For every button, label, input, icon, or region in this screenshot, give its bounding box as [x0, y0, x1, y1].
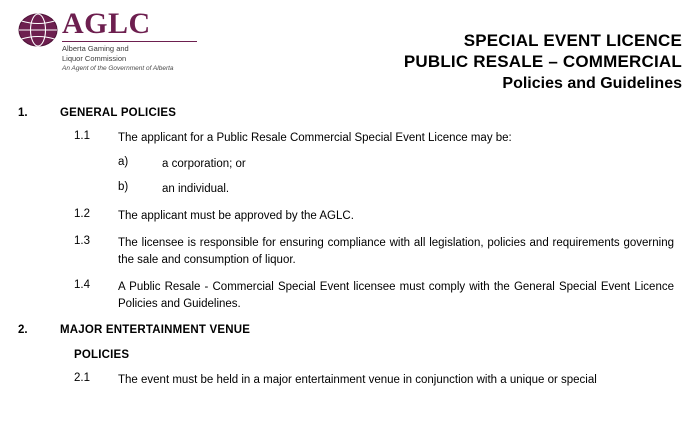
subclause-text: an individual.	[162, 182, 230, 195]
clause-number: 1.4	[74, 279, 90, 291]
section-number: 2.	[18, 324, 28, 336]
section-title: MAJOR ENTERTAINMENT VENUE	[60, 324, 251, 336]
section-heading	[18, 324, 678, 336]
clause-text: A Public Resale - Commercial Special Event licensee must comply with the General Special Event Licence Policies and Guidelines.	[118, 281, 674, 310]
clause-number: 1.1	[74, 130, 90, 142]
aglc-wordmark-block	[62, 8, 197, 73]
section-title: GENERAL POLICIES	[60, 107, 177, 119]
aglc-logo	[18, 8, 197, 73]
logo-tagline: An Agent of the Government of Alberta	[62, 65, 174, 72]
document-title-line-1: SPECIAL EVENT LICENCE	[463, 31, 682, 50]
document-subtitle: Policies and Guidelines	[502, 75, 682, 92]
logo-subtitle-line1: Alberta Gaming and	[62, 44, 129, 53]
aglc-wordmark: AGLC	[62, 7, 151, 40]
subclause-text: a corporation; or	[162, 157, 246, 170]
subclause-number: a)	[118, 155, 129, 168]
clause-number: 2.1	[74, 372, 90, 384]
subclause	[18, 181, 678, 197]
clause	[18, 279, 678, 312]
clause-text: The event must be held in a major entertainment venue in conjunction with a unique or special	[118, 374, 597, 386]
logo-divider	[62, 41, 197, 42]
logo-subtitle-line2: Liquor Commission	[62, 53, 127, 63]
clause-text: The licensee is responsible for ensuring compliance with all legislation, policies and requirements governing the sale and consumption of liquor.	[118, 237, 674, 266]
document-title-line-2: PUBLIC RESALE – COMMERCIAL	[403, 52, 682, 71]
section-number: 1.	[18, 107, 28, 119]
clause-number: 1.3	[74, 235, 90, 247]
document-title-block	[197, 8, 682, 95]
section-subheading: POLICIES	[74, 349, 130, 361]
clause-text: The applicant must be approved by the AGLC.	[118, 209, 354, 222]
clause	[18, 235, 678, 268]
clause-text: The applicant for a Public Resale Commercial Special Event Licence may be:	[118, 132, 512, 144]
clause-number: 1.2	[74, 207, 90, 220]
document-body	[0, 95, 696, 389]
clause	[18, 372, 678, 389]
clause	[18, 208, 678, 225]
section-heading	[18, 107, 678, 119]
aglc-globe-icon	[18, 10, 58, 50]
subclause-number: b)	[118, 180, 129, 193]
document-header	[0, 0, 696, 95]
subclause	[18, 156, 678, 172]
clause	[18, 130, 678, 147]
